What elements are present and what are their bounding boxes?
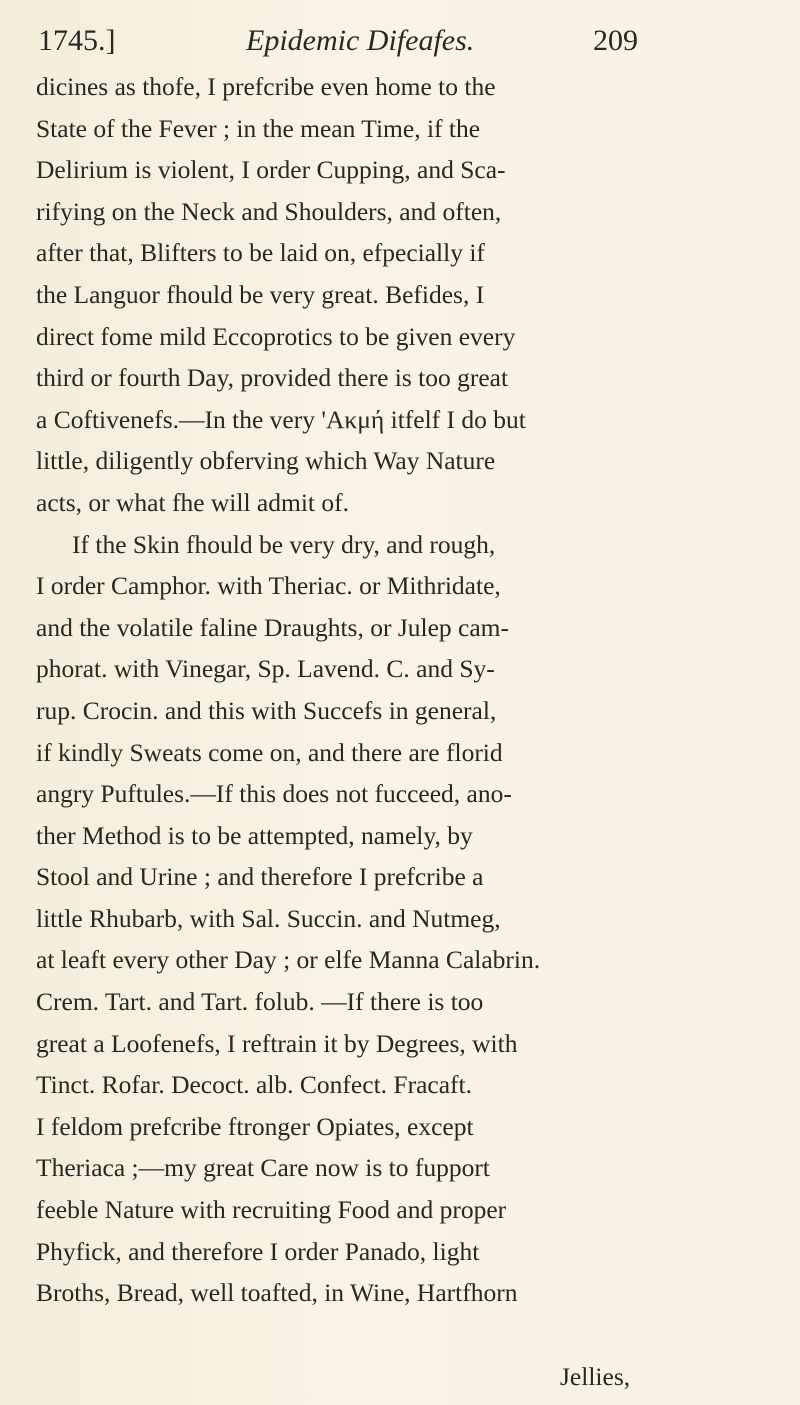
text-line: phorat. with Vinegar, Sp. Lavend. C. and Sy-: [36, 654, 495, 684]
text-line: angry Puftules.—If this does not fucceed, ano-: [36, 779, 512, 809]
text-line: the Languor fhould be very great. Befides, I: [36, 279, 485, 309]
text-line: little, diligently obferving which Way Nature: [36, 446, 496, 476]
header-year: 1745.]: [38, 24, 116, 57]
text-line: If the Skin fhould be very dry, and rough,: [72, 529, 496, 559]
text-line: rup. Crocin. and this with Succefs in general,: [36, 695, 497, 725]
text-line: dicines as thofe, I prefcribe even home to the: [36, 72, 496, 101]
text-line: acts, or what fhe will admit of.: [36, 487, 349, 517]
body-text: [36, 66, 736, 1314]
text-line: and the volatile faline Draughts, or Julep cam-: [36, 612, 510, 642]
text-line: a Coftivenefs.—In the very 'Ακμή itfelf I do but: [36, 404, 526, 434]
text-line: Tinct. Rofar. Decoct. alb. Confect. Fracaft.: [36, 1070, 472, 1100]
text-line: direct fome mild Eccoprotics to be given every: [36, 321, 516, 351]
catchword: Jellies,: [560, 1362, 631, 1391]
text-line: State of the Fever ; in the mean Time, if the: [36, 113, 481, 143]
text-line: feeble Nature with recruiting Food and proper: [36, 1195, 507, 1225]
text-line: Broths, Bread, well toafted, in Wine, Hartfhorn: [36, 1278, 518, 1308]
text-line: Phyfick, and therefore I order Panado, light: [36, 1236, 480, 1266]
page-number: 209: [593, 24, 638, 57]
text-line: I feldom prefcribe ftronger Opiates, except: [36, 1111, 474, 1141]
text-line: third or fourth Day, provided there is too great: [36, 363, 509, 393]
text-line: great a Loofenefs, I reftrain it by Degrees, with: [36, 1028, 518, 1058]
text-line: Crem. Tart. and Tart. folub. —If there is too: [36, 987, 484, 1017]
text-line: Stool and Urine ; and therefore I prefcribe a: [36, 862, 484, 892]
running-header: [38, 16, 778, 66]
text-line: Delirium is violent, I order Cupping, and Sca-: [36, 155, 506, 185]
text-line: if kindly Sweats come on, and there are florid: [36, 737, 503, 767]
text-line: little Rhubarb, with Sal. Succin. and Nutmeg,: [36, 903, 501, 933]
text-line: I order Camphor. with Theriac. or Mithridate,: [36, 571, 501, 601]
text-line: Theriaca ;—my great Care now is to fupport: [36, 1153, 490, 1183]
text-line: after that, Blifters to be laid on, efpecially if: [36, 238, 485, 268]
text-line: rifying on the Neck and Shoulders, and often,: [36, 196, 502, 226]
header-title: Epidemic Difeafes.: [246, 24, 475, 57]
text-line: at leaft every other Day ; or elfe Manna Calabrin.: [36, 945, 541, 975]
text-line: ther Method is to be attempted, namely, by: [36, 820, 473, 850]
